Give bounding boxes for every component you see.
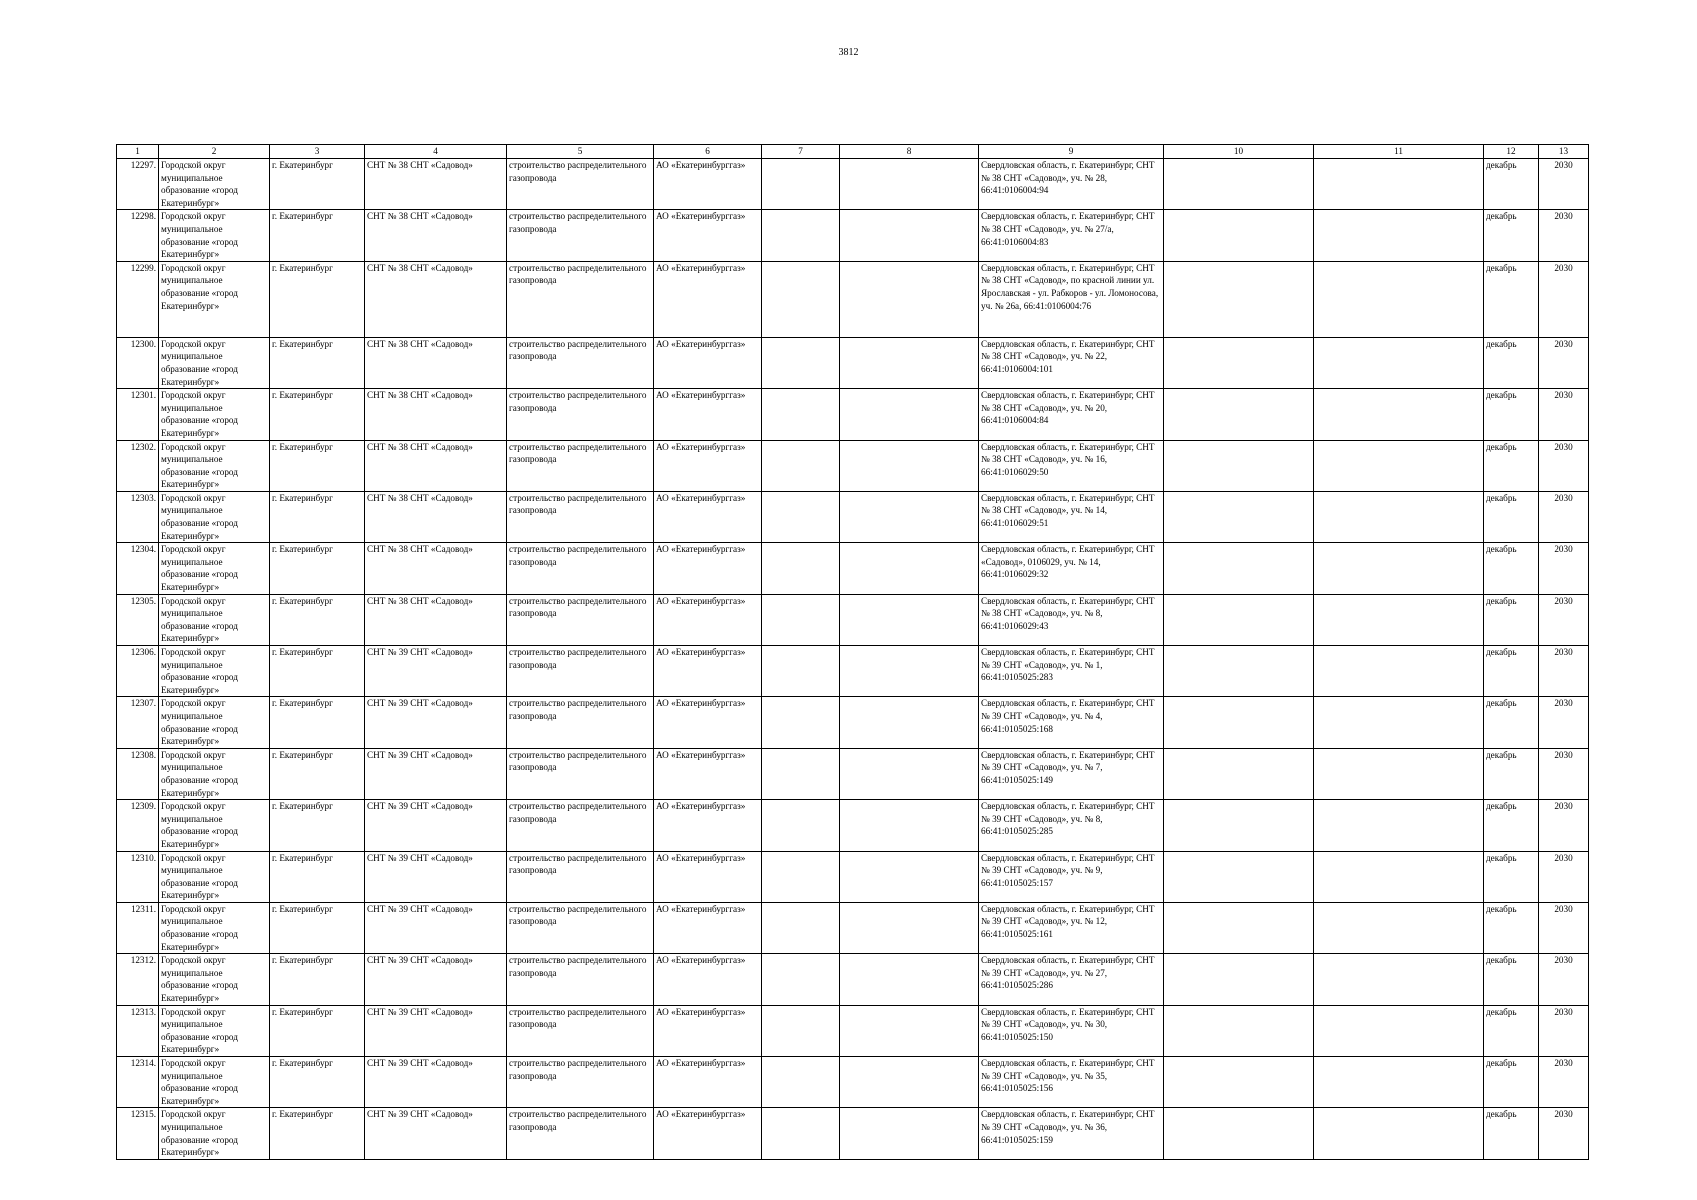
month-cell: декабрь [1484, 159, 1539, 210]
column-11-cell [1314, 210, 1484, 261]
year-cell: 2030 [1539, 748, 1589, 799]
organization-cell: АО «Екатеринбурггаз» [654, 440, 762, 491]
column-7-cell [762, 646, 840, 697]
table-row [117, 902, 1589, 953]
row-number-cell: 12312. [117, 954, 159, 1005]
row-number-cell: 12311. [117, 902, 159, 953]
year-cell: 2030 [1539, 1005, 1589, 1056]
snt-cell: СНТ № 39 СНТ «Садовод» [365, 1108, 507, 1159]
organization-cell: АО «Екатеринбурггаз» [654, 491, 762, 542]
column-header: 13 [1539, 145, 1589, 159]
column-10-cell [1164, 159, 1314, 210]
address-cell: Свердловская область, г. Екатеринбург, СНТ № 39 СНТ «Садовод», уч. № 9, 66:41:0105025:157 [979, 851, 1164, 902]
table-header [117, 145, 1589, 159]
address-cell: Свердловская область, г. Екатеринбург, СНТ № 39 СНТ «Садовод», уч. № 12, 66:41:0105025:161 [979, 902, 1164, 953]
column-10-cell [1164, 954, 1314, 1005]
month-cell: декабрь [1484, 1057, 1539, 1108]
table-row [117, 159, 1589, 210]
city-cell: г. Екатеринбург [270, 646, 365, 697]
row-number-cell: 12297. [117, 159, 159, 210]
month-cell: декабрь [1484, 491, 1539, 542]
row-number-cell: 12309. [117, 800, 159, 851]
table-row [117, 210, 1589, 261]
column-10-cell [1164, 1108, 1314, 1159]
organization-cell: АО «Екатеринбурггаз» [654, 697, 762, 748]
snt-cell: СНТ № 38 СНТ «Садовод» [365, 440, 507, 491]
month-cell: декабрь [1484, 697, 1539, 748]
column-header: 4 [365, 145, 507, 159]
row-number-cell: 12308. [117, 748, 159, 799]
table-row [117, 261, 1589, 337]
district-cell: Городской округ муниципальное образование «город Екатеринбург» [159, 1005, 270, 1056]
city-cell: г. Екатеринбург [270, 389, 365, 440]
address-cell: Свердловская область, г. Екатеринбург, СНТ № 38 СНТ «Садовод», уч. № 28, 66:41:0106004:94 [979, 159, 1164, 210]
column-10-cell [1164, 210, 1314, 261]
work-type-cell: строительство распределительного газопровода [507, 337, 654, 388]
month-cell: декабрь [1484, 543, 1539, 594]
table-row [117, 491, 1589, 542]
column-11-cell [1314, 543, 1484, 594]
column-11-cell [1314, 646, 1484, 697]
address-cell: Свердловская область, г. Екатеринбург, СНТ № 38 СНТ «Садовод», по красной линии ул. Ярославская - ул. Рабкоров - ул. Ломоносова, уч. № 26а, 66:41:0106004:76 [979, 261, 1164, 337]
work-type-cell: строительство распределительного газопровода [507, 697, 654, 748]
district-cell: Городской округ муниципальное образование «город Екатеринбург» [159, 1057, 270, 1108]
row-number-cell: 12314. [117, 1057, 159, 1108]
table-row [117, 800, 1589, 851]
city-cell: г. Екатеринбург [270, 748, 365, 799]
organization-cell: АО «Екатеринбурггаз» [654, 1108, 762, 1159]
table-row [117, 748, 1589, 799]
column-11-cell [1314, 594, 1484, 645]
month-cell: декабрь [1484, 389, 1539, 440]
district-cell: Городской округ муниципальное образование «город Екатеринбург» [159, 902, 270, 953]
snt-cell: СНТ № 39 СНТ «Садовод» [365, 902, 507, 953]
month-cell: декабрь [1484, 646, 1539, 697]
year-cell: 2030 [1539, 543, 1589, 594]
organization-cell: АО «Екатеринбурггаз» [654, 594, 762, 645]
column-10-cell [1164, 594, 1314, 645]
column-header: 11 [1314, 145, 1484, 159]
column-7-cell [762, 210, 840, 261]
page-number: 3812 [838, 47, 859, 58]
column-8-cell [840, 851, 979, 902]
column-header: 1 [117, 145, 159, 159]
row-number-cell: 12306. [117, 646, 159, 697]
column-8-cell [840, 1057, 979, 1108]
year-cell: 2030 [1539, 697, 1589, 748]
column-11-cell [1314, 491, 1484, 542]
organization-cell: АО «Екатеринбурггаз» [654, 261, 762, 337]
address-cell: Свердловская область, г. Екатеринбург, СНТ № 39 СНТ «Садовод», уч. № 7, 66:41:0105025:149 [979, 748, 1164, 799]
column-7-cell [762, 954, 840, 1005]
address-cell: Свердловская область, г. Екатеринбург, СНТ № 39 СНТ «Садовод», уч. № 30, 66:41:0105025:150 [979, 1005, 1164, 1056]
city-cell: г. Екатеринбург [270, 800, 365, 851]
organization-cell: АО «Екатеринбурггаз» [654, 902, 762, 953]
column-8-cell [840, 389, 979, 440]
address-cell: Свердловская область, г. Екатеринбург, СНТ № 38 СНТ «Садовод», уч. № 14, 66:41:0106029:51 [979, 491, 1164, 542]
work-type-cell: строительство распределительного газопровода [507, 954, 654, 1005]
snt-cell: СНТ № 39 СНТ «Садовод» [365, 851, 507, 902]
month-cell: декабрь [1484, 594, 1539, 645]
district-cell: Городской округ муниципальное образование «город Екатеринбург» [159, 646, 270, 697]
work-type-cell: строительство распределительного газопровода [507, 491, 654, 542]
month-cell: декабрь [1484, 261, 1539, 337]
city-cell: г. Екатеринбург [270, 261, 365, 337]
column-10-cell [1164, 389, 1314, 440]
column-7-cell [762, 440, 840, 491]
row-number-cell: 12307. [117, 697, 159, 748]
month-cell: декабрь [1484, 902, 1539, 953]
column-11-cell [1314, 1005, 1484, 1056]
column-8-cell [840, 1108, 979, 1159]
column-header: 9 [979, 145, 1164, 159]
district-cell: Городской округ муниципальное образование «город Екатеринбург» [159, 954, 270, 1005]
city-cell: г. Екатеринбург [270, 1057, 365, 1108]
year-cell: 2030 [1539, 1057, 1589, 1108]
snt-cell: СНТ № 38 СНТ «Садовод» [365, 261, 507, 337]
column-header: 12 [1484, 145, 1539, 159]
city-cell: г. Екатеринбург [270, 851, 365, 902]
work-type-cell: строительство распределительного газопровода [507, 594, 654, 645]
column-7-cell [762, 389, 840, 440]
column-10-cell [1164, 851, 1314, 902]
column-7-cell [762, 1057, 840, 1108]
month-cell: декабрь [1484, 337, 1539, 388]
column-7-cell [762, 594, 840, 645]
table-row [117, 1108, 1589, 1159]
column-8-cell [840, 261, 979, 337]
column-11-cell [1314, 800, 1484, 851]
year-cell: 2030 [1539, 159, 1589, 210]
month-cell: декабрь [1484, 851, 1539, 902]
work-type-cell: строительство распределительного газопровода [507, 261, 654, 337]
table-row [117, 1057, 1589, 1108]
district-cell: Городской округ муниципальное образование «город Екатеринбург» [159, 389, 270, 440]
table-row [117, 646, 1589, 697]
column-11-cell [1314, 1108, 1484, 1159]
table-body [117, 159, 1589, 1160]
column-11-cell [1314, 851, 1484, 902]
organization-cell: АО «Екатеринбурггаз» [654, 748, 762, 799]
snt-cell: СНТ № 39 СНТ «Садовод» [365, 646, 507, 697]
table-row [117, 1005, 1589, 1056]
district-cell: Городской округ муниципальное образование «город Екатеринбург» [159, 594, 270, 645]
year-cell: 2030 [1539, 954, 1589, 1005]
column-header: 3 [270, 145, 365, 159]
snt-cell: СНТ № 38 СНТ «Садовод» [365, 543, 507, 594]
address-cell: Свердловская область, г. Екатеринбург, СНТ № 39 СНТ «Садовод», уч. № 35, 66:41:0105025:156 [979, 1057, 1164, 1108]
address-cell: Свердловская область, г. Екатеринбург, СНТ № 39 СНТ «Садовод», уч. № 4, 66:41:0105025:168 [979, 697, 1164, 748]
column-11-cell [1314, 261, 1484, 337]
column-8-cell [840, 440, 979, 491]
year-cell: 2030 [1539, 337, 1589, 388]
snt-cell: СНТ № 39 СНТ «Садовод» [365, 697, 507, 748]
address-cell: Свердловская область, г. Екатеринбург, СНТ № 38 СНТ «Садовод», уч. № 27/а, 66:41:0106004:83 [979, 210, 1164, 261]
column-7-cell [762, 748, 840, 799]
year-cell: 2030 [1539, 851, 1589, 902]
snt-cell: СНТ № 39 СНТ «Садовод» [365, 748, 507, 799]
year-cell: 2030 [1539, 646, 1589, 697]
column-7-cell [762, 261, 840, 337]
column-10-cell [1164, 261, 1314, 337]
row-number-cell: 12302. [117, 440, 159, 491]
snt-cell: СНТ № 38 СНТ «Садовод» [365, 210, 507, 261]
table-row [117, 954, 1589, 1005]
district-cell: Городской округ муниципальное образование «город Екатеринбург» [159, 440, 270, 491]
snt-cell: СНТ № 38 СНТ «Садовод» [365, 594, 507, 645]
column-8-cell [840, 491, 979, 542]
city-cell: г. Екатеринбург [270, 902, 365, 953]
district-cell: Городской округ муниципальное образование «город Екатеринбург» [159, 337, 270, 388]
row-number-cell: 12304. [117, 543, 159, 594]
district-cell: Городской округ муниципальное образование «город Екатеринбург» [159, 1108, 270, 1159]
snt-cell: СНТ № 38 СНТ «Садовод» [365, 159, 507, 210]
city-cell: г. Екатеринбург [270, 337, 365, 388]
column-8-cell [840, 594, 979, 645]
column-8-cell [840, 210, 979, 261]
month-cell: декабрь [1484, 1005, 1539, 1056]
row-number-cell: 12301. [117, 389, 159, 440]
district-cell: Городской округ муниципальное образование «город Екатеринбург» [159, 748, 270, 799]
column-header: 2 [159, 145, 270, 159]
district-cell: Городской округ муниципальное образование «город Екатеринбург» [159, 697, 270, 748]
district-cell: Городской округ муниципальное образование «город Екатеринбург» [159, 851, 270, 902]
year-cell: 2030 [1539, 210, 1589, 261]
address-cell: Свердловская область, г. Екатеринбург, СНТ № 39 СНТ «Садовод», уч. № 8, 66:41:0105025:285 [979, 800, 1164, 851]
column-8-cell [840, 337, 979, 388]
column-8-cell [840, 954, 979, 1005]
header-row [117, 145, 1589, 159]
work-type-cell: строительство распределительного газопровода [507, 389, 654, 440]
column-11-cell [1314, 954, 1484, 1005]
column-8-cell [840, 697, 979, 748]
snt-cell: СНТ № 38 СНТ «Садовод» [365, 337, 507, 388]
work-type-cell: строительство распределительного газопровода [507, 748, 654, 799]
district-cell: Городской округ муниципальное образование «город Екатеринбург» [159, 261, 270, 337]
year-cell: 2030 [1539, 261, 1589, 337]
organization-cell: АО «Екатеринбурггаз» [654, 800, 762, 851]
column-10-cell [1164, 1057, 1314, 1108]
work-type-cell: строительство распределительного газопровода [507, 159, 654, 210]
work-type-cell: строительство распределительного газопровода [507, 646, 654, 697]
column-11-cell [1314, 337, 1484, 388]
city-cell: г. Екатеринбург [270, 440, 365, 491]
row-number-cell: 12305. [117, 594, 159, 645]
month-cell: декабрь [1484, 954, 1539, 1005]
column-11-cell [1314, 159, 1484, 210]
district-cell: Городской округ муниципальное образование «город Екатеринбург» [159, 210, 270, 261]
snt-cell: СНТ № 39 СНТ «Садовод» [365, 954, 507, 1005]
column-7-cell [762, 543, 840, 594]
organization-cell: АО «Екатеринбурггаз» [654, 210, 762, 261]
month-cell: декабрь [1484, 1108, 1539, 1159]
snt-cell: СНТ № 38 СНТ «Садовод» [365, 491, 507, 542]
column-7-cell [762, 1108, 840, 1159]
organization-cell: АО «Екатеринбурггаз» [654, 1005, 762, 1056]
district-cell: Городской округ муниципальное образование «город Екатеринбург» [159, 159, 270, 210]
city-cell: г. Екатеринбург [270, 543, 365, 594]
column-10-cell [1164, 337, 1314, 388]
work-type-cell: строительство распределительного газопровода [507, 1005, 654, 1056]
table-row [117, 851, 1589, 902]
year-cell: 2030 [1539, 902, 1589, 953]
work-type-cell: строительство распределительного газопровода [507, 440, 654, 491]
column-7-cell [762, 337, 840, 388]
address-cell: Свердловская область, г. Екатеринбург, СНТ «Садовод», 0106029, уч. № 14, 66:41:0106029:32 [979, 543, 1164, 594]
column-11-cell [1314, 440, 1484, 491]
row-number-cell: 12298. [117, 210, 159, 261]
year-cell: 2030 [1539, 440, 1589, 491]
column-10-cell [1164, 800, 1314, 851]
address-cell: Свердловская область, г. Екатеринбург, СНТ № 39 СНТ «Садовод», уч. № 27, 66:41:0105025:286 [979, 954, 1164, 1005]
row-number-cell: 12299. [117, 261, 159, 337]
organization-cell: АО «Екатеринбурггаз» [654, 337, 762, 388]
work-type-cell: строительство распределительного газопровода [507, 1057, 654, 1108]
year-cell: 2030 [1539, 594, 1589, 645]
organization-cell: АО «Екатеринбурггаз» [654, 1057, 762, 1108]
row-number-cell: 12310. [117, 851, 159, 902]
organization-cell: АО «Екатеринбурггаз» [654, 851, 762, 902]
table-row [117, 440, 1589, 491]
column-10-cell [1164, 543, 1314, 594]
snt-cell: СНТ № 39 СНТ «Садовод» [365, 1057, 507, 1108]
address-cell: Свердловская область, г. Екатеринбург, СНТ № 39 СНТ «Садовод», уч. № 1, 66:41:0105025:283 [979, 646, 1164, 697]
city-cell: г. Екатеринбург [270, 159, 365, 210]
year-cell: 2030 [1539, 800, 1589, 851]
table-row [117, 543, 1589, 594]
row-number-cell: 12315. [117, 1108, 159, 1159]
district-cell: Городской округ муниципальное образование «город Екатеринбург» [159, 491, 270, 542]
snt-cell: СНТ № 39 СНТ «Садовод» [365, 800, 507, 851]
column-10-cell [1164, 902, 1314, 953]
column-header: 8 [840, 145, 979, 159]
address-cell: Свердловская область, г. Екатеринбург, СНТ № 38 СНТ «Садовод», уч. № 20, 66:41:0106004:84 [979, 389, 1164, 440]
column-7-cell [762, 159, 840, 210]
snt-cell: СНТ № 39 СНТ «Садовод» [365, 1005, 507, 1056]
column-10-cell [1164, 1005, 1314, 1056]
column-7-cell [762, 851, 840, 902]
column-header: 10 [1164, 145, 1314, 159]
year-cell: 2030 [1539, 1108, 1589, 1159]
row-number-cell: 12303. [117, 491, 159, 542]
city-cell: г. Екатеринбург [270, 697, 365, 748]
month-cell: декабрь [1484, 440, 1539, 491]
organization-cell: АО «Екатеринбурггаз» [654, 954, 762, 1005]
column-10-cell [1164, 440, 1314, 491]
district-cell: Городской округ муниципальное образование «город Екатеринбург» [159, 543, 270, 594]
organization-cell: АО «Екатеринбурггаз» [654, 389, 762, 440]
column-11-cell [1314, 389, 1484, 440]
column-7-cell [762, 800, 840, 851]
column-7-cell [762, 1005, 840, 1056]
table-row [117, 337, 1589, 388]
city-cell: г. Екатеринбург [270, 210, 365, 261]
column-11-cell [1314, 697, 1484, 748]
row-number-cell: 12313. [117, 1005, 159, 1056]
column-10-cell [1164, 646, 1314, 697]
column-header: 7 [762, 145, 840, 159]
registry-table [116, 144, 1589, 1160]
work-type-cell: строительство распределительного газопровода [507, 800, 654, 851]
column-10-cell [1164, 748, 1314, 799]
column-10-cell [1164, 697, 1314, 748]
column-10-cell [1164, 491, 1314, 542]
address-cell: Свердловская область, г. Екатеринбург, СНТ № 38 СНТ «Садовод», уч. № 16, 66:41:0106029:50 [979, 440, 1164, 491]
address-cell: Свердловская область, г. Екатеринбург, СНТ № 39 СНТ «Садовод», уч. № 36, 66:41:0105025:159 [979, 1108, 1164, 1159]
work-type-cell: строительство распределительного газопровода [507, 1108, 654, 1159]
snt-cell: СНТ № 38 СНТ «Садовод» [365, 389, 507, 440]
year-cell: 2030 [1539, 389, 1589, 440]
column-7-cell [762, 902, 840, 953]
table-row [117, 594, 1589, 645]
column-8-cell [840, 902, 979, 953]
month-cell: декабрь [1484, 748, 1539, 799]
column-8-cell [840, 800, 979, 851]
organization-cell: АО «Екатеринбурггаз» [654, 543, 762, 594]
city-cell: г. Екатеринбург [270, 1005, 365, 1056]
organization-cell: АО «Екатеринбурггаз» [654, 159, 762, 210]
table-row [117, 697, 1589, 748]
row-number-cell: 12300. [117, 337, 159, 388]
address-cell: Свердловская область, г. Екатеринбург, СНТ № 38 СНТ «Садовод», уч. № 22, 66:41:0106004:101 [979, 337, 1164, 388]
city-cell: г. Екатеринбург [270, 954, 365, 1005]
month-cell: декабрь [1484, 800, 1539, 851]
column-7-cell [762, 491, 840, 542]
column-8-cell [840, 1005, 979, 1056]
work-type-cell: строительство распределительного газопровода [507, 902, 654, 953]
city-cell: г. Екатеринбург [270, 1108, 365, 1159]
column-8-cell [840, 748, 979, 799]
year-cell: 2030 [1539, 491, 1589, 542]
month-cell: декабрь [1484, 210, 1539, 261]
column-11-cell [1314, 748, 1484, 799]
column-header: 5 [507, 145, 654, 159]
work-type-cell: строительство распределительного газопровода [507, 851, 654, 902]
column-8-cell [840, 159, 979, 210]
column-8-cell [840, 543, 979, 594]
column-header: 6 [654, 145, 762, 159]
work-type-cell: строительство распределительного газопровода [507, 543, 654, 594]
column-11-cell [1314, 902, 1484, 953]
city-cell: г. Екатеринбург [270, 594, 365, 645]
city-cell: г. Екатеринбург [270, 491, 365, 542]
address-cell: Свердловская область, г. Екатеринбург, СНТ № 38 СНТ «Садовод», уч. № 8, 66:41:0106029:43 [979, 594, 1164, 645]
table-row [117, 389, 1589, 440]
column-8-cell [840, 646, 979, 697]
column-11-cell [1314, 1057, 1484, 1108]
district-cell: Городской округ муниципальное образование «город Екатеринбург» [159, 800, 270, 851]
work-type-cell: строительство распределительного газопровода [507, 210, 654, 261]
organization-cell: АО «Екатеринбурггаз» [654, 646, 762, 697]
column-7-cell [762, 697, 840, 748]
